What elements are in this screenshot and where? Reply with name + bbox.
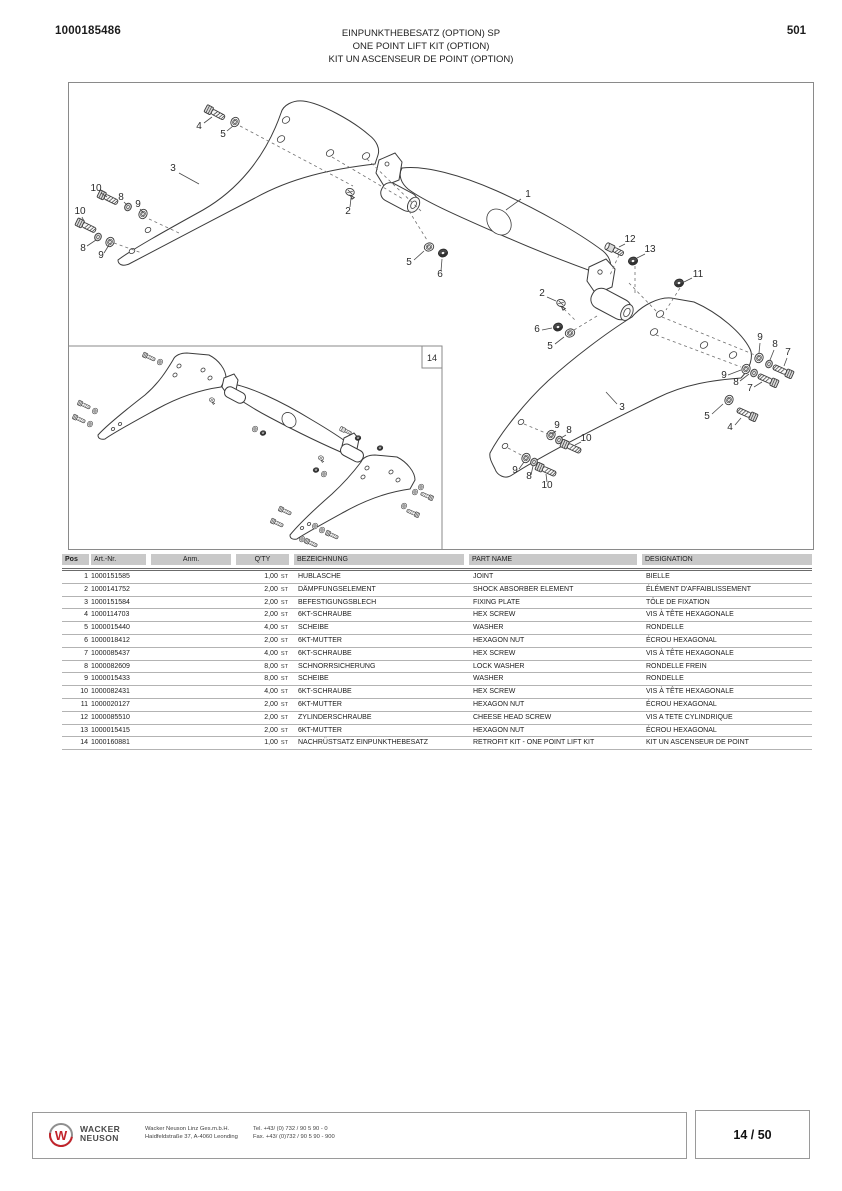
svg-text:5: 5: [406, 257, 412, 268]
table-row: [62, 686, 812, 699]
part-callout: [619, 234, 636, 247]
cell-unit: ST: [280, 574, 288, 580]
cell-designation: RONDELLE FREIN: [642, 660, 812, 673]
part-callout: [727, 418, 741, 433]
part-callout: [220, 126, 233, 140]
inset-panel: [69, 346, 442, 549]
part-callout: [526, 466, 533, 482]
cell-art-nr: 1000018412: [91, 634, 151, 647]
table-row: [62, 622, 812, 635]
part-callout: [757, 332, 763, 353]
inset-label: 14: [426, 353, 438, 363]
cell-bezeichnung: 6KT-SCHRAUBE: [294, 609, 469, 622]
col-header-des: DESIGNATION: [642, 554, 812, 565]
cell-unit: ST: [280, 740, 288, 747]
cell-art-nr: 1000082431: [91, 686, 151, 699]
svg-text:9: 9: [757, 332, 763, 343]
svg-text:6: 6: [437, 269, 443, 280]
cell-part-name: WASHER: [469, 622, 642, 635]
cell-unit: ST: [280, 689, 288, 696]
cell-part-name: JOINT: [469, 570, 642, 584]
cell-anm: [151, 622, 236, 635]
page-indicator: 14 / 50: [733, 1127, 772, 1142]
cell-pos: 3: [62, 596, 91, 609]
part-callout: [345, 198, 351, 217]
table-row: [62, 596, 812, 609]
cell-qty: 8,00 ST: [236, 673, 294, 686]
cell-art-nr: 1000151585: [91, 570, 151, 584]
cell-pos: 4: [62, 609, 91, 622]
cell-part-name: CHEESE HEAD SCREW: [469, 711, 642, 724]
cell-designation: KIT UN ASCENSEUR DE POINT: [642, 737, 812, 750]
cell-anm: [151, 647, 236, 660]
cell-bezeichnung: SCHNORRSICHERUNG: [294, 660, 469, 673]
part-callout: [541, 474, 553, 491]
cell-qty: 4,00 ST: [236, 622, 294, 635]
svg-text:7: 7: [747, 383, 753, 394]
cell-bezeichnung: SCHEIBE: [294, 622, 469, 635]
document-number: 1000185486: [55, 25, 121, 37]
cell-pos: 1: [62, 570, 91, 584]
svg-text:3: 3: [619, 402, 625, 413]
cell-pos: 7: [62, 647, 91, 660]
svg-text:10: 10: [541, 480, 553, 491]
cell-part-name: HEXAGON NUT: [469, 724, 642, 737]
svg-text:5: 5: [704, 411, 710, 422]
svg-text:2: 2: [345, 206, 351, 217]
cell-designation: BIELLE: [642, 570, 812, 584]
cell-part-name: RETROFIT KIT - ONE POINT LIFT KIT: [469, 737, 642, 750]
svg-text:11: 11: [692, 269, 704, 280]
cell-pos: 6: [62, 634, 91, 647]
table-row: [62, 724, 812, 737]
part-callout: [80, 240, 96, 254]
svg-text:8: 8: [772, 339, 778, 350]
svg-text:12: 12: [624, 234, 636, 245]
joint-bar: [376, 153, 637, 324]
cell-designation: VIS À TÊTE HEXAGONALE: [642, 686, 812, 699]
cell-pos: 10: [62, 686, 91, 699]
cell-anm: [151, 698, 236, 711]
cell-anm: [151, 660, 236, 673]
cell-part-name: HEXAGON NUT: [469, 698, 642, 711]
cell-bezeichnung: 6KT-MUTTER: [294, 698, 469, 711]
inset-right-plate: [290, 455, 415, 539]
col-header-qty: Q'TY: [236, 554, 289, 565]
cell-anm: [151, 711, 236, 724]
cell-part-name: HEX SCREW: [469, 609, 642, 622]
cell-qty: 2,00 ST: [236, 634, 294, 647]
cell-part-name: HEXAGON NUT: [469, 634, 642, 647]
cell-designation: TÔLE DE FIXATION: [642, 596, 812, 609]
cell-pos: 12: [62, 711, 91, 724]
part-callout: [684, 269, 704, 282]
svg-text:8: 8: [118, 192, 124, 203]
company-contact: [253, 1126, 335, 1141]
cell-unit: ST: [280, 676, 288, 683]
cell-pos: 13: [62, 724, 91, 737]
cell-pos: 8: [62, 660, 91, 673]
fasteners: [75, 105, 794, 478]
cell-designation: RONDELLE: [642, 673, 812, 686]
cell-anm: [151, 583, 236, 596]
cell-qty: 8,00 ST: [236, 660, 294, 673]
cell-designation: RONDELLE: [642, 622, 812, 635]
svg-text:10: 10: [74, 206, 86, 217]
cell-unit: ST: [280, 663, 288, 670]
title-english: ONE POINT LIFT KIT (OPTION): [352, 41, 490, 52]
cell-unit: ST: [280, 625, 288, 632]
part-callout: [406, 251, 424, 268]
cell-art-nr: 1000020127: [91, 698, 151, 711]
table-row: [62, 583, 812, 596]
company-street: Haidfeldstraße 37, A-4060 Leonding: [145, 1133, 238, 1140]
svg-text:8: 8: [526, 471, 532, 482]
cell-designation: VIS À TÊTE HEXAGONALE: [642, 609, 812, 622]
svg-text:3: 3: [170, 163, 176, 174]
section-code: 501: [786, 25, 806, 37]
table-row: [62, 647, 812, 660]
cell-art-nr: 1000085510: [91, 711, 151, 724]
svg-text:4: 4: [727, 422, 733, 433]
title-french: KIT UN ASCENSEUR DE POINT (OPTION): [328, 54, 514, 65]
cell-designation: ÉCROU HEXAGONAL: [642, 634, 812, 647]
cell-art-nr: 1000015433: [91, 673, 151, 686]
svg-text:4: 4: [196, 121, 202, 132]
cell-designation: VIS A TETE CYLINDRIQUE: [642, 711, 812, 724]
col-header-part: PART NAME: [469, 554, 637, 565]
cell-qty: 2,00 ST: [236, 698, 294, 711]
cell-anm: [151, 686, 236, 699]
cell-bezeichnung: 6KT-MUTTER: [294, 724, 469, 737]
cell-unit: ST: [280, 612, 288, 619]
table-row: [62, 673, 812, 686]
right-fixing-plate: [490, 298, 752, 477]
cell-unit: ST: [280, 650, 288, 657]
cell-part-name: SHOCK ABSORBER ELEMENT: [469, 583, 642, 596]
part-callout: [98, 245, 109, 261]
brand-wordmark: WACKER NEUSON: [80, 1124, 121, 1143]
table-row: [62, 570, 812, 584]
cell-designation: ÉCROU HEXAGONAL: [642, 698, 812, 711]
cell-designation: VIS À TÊTE HEXAGONALE: [642, 647, 812, 660]
company-name: Wacker Neuson Linz Ges.m.b.H.: [145, 1126, 230, 1132]
cell-unit: ST: [280, 701, 288, 708]
cell-anm: [151, 609, 236, 622]
part-callout: [534, 324, 552, 335]
cell-anm: [151, 673, 236, 686]
svg-text:9: 9: [721, 370, 727, 381]
company-fax: Fax. +43/ (0)732 / 90 5 90 - 900: [253, 1133, 335, 1140]
cell-pos: 9: [62, 673, 91, 686]
svg-text:9: 9: [135, 199, 141, 210]
part-callout: [539, 288, 556, 301]
exploded-diagram-panel: [68, 82, 814, 550]
exploded-diagram: [69, 83, 813, 549]
page-indicator-box: [695, 1110, 810, 1159]
wacker-neuson-logo-icon: W: [49, 1123, 73, 1147]
col-header-bez: BEZEICHNUNG: [294, 554, 464, 565]
cell-anm: [151, 737, 236, 750]
cell-art-nr: 1000160881: [91, 737, 151, 750]
cell-art-nr: 1000151584: [91, 596, 151, 609]
part-callout: [170, 163, 199, 184]
cell-anm: [151, 570, 236, 584]
svg-text:5: 5: [220, 129, 226, 140]
cell-part-name: HEX SCREW: [469, 686, 642, 699]
cell-unit: ST: [280, 599, 288, 606]
inset-fasteners: [72, 352, 434, 548]
title-german: EINPUNKTHEBESATZ (OPTION) SP: [341, 28, 501, 39]
cell-art-nr: 1000015440: [91, 622, 151, 635]
table-row: [62, 737, 812, 750]
page-title: [0, 27, 842, 66]
cell-pos: 11: [62, 698, 91, 711]
cell-unit: ST: [280, 714, 288, 721]
part-callout: [437, 259, 443, 280]
cell-qty: 2,00 ST: [236, 711, 294, 724]
cell-part-name: FIXING PLATE: [469, 596, 642, 609]
svg-text:8: 8: [80, 243, 86, 254]
table-row: [62, 609, 812, 622]
cell-art-nr: 1000114703: [91, 609, 151, 622]
cell-bezeichnung: HUBLASCHE: [294, 570, 469, 584]
table-row: [62, 634, 812, 647]
cell-qty: 2,00 ST: [236, 724, 294, 737]
cell-bezeichnung: 6KT-SCHRAUBE: [294, 686, 469, 699]
footer: [32, 1112, 687, 1159]
cell-designation: ÉLÉMENT D'AFFAIBLISSEMENT: [642, 583, 812, 596]
part-callout: [704, 404, 723, 422]
cell-part-name: WASHER: [469, 673, 642, 686]
table-header-row: [62, 554, 812, 570]
cell-unit: ST: [280, 727, 288, 734]
svg-text:2: 2: [539, 288, 545, 299]
cell-pos: 14: [62, 737, 91, 750]
svg-text:8: 8: [566, 425, 572, 436]
svg-text:8: 8: [733, 377, 739, 388]
svg-text:5: 5: [547, 341, 553, 352]
cell-bezeichnung: 6KT-MUTTER: [294, 634, 469, 647]
cell-qty: 4,00 ST: [236, 647, 294, 660]
cell-bezeichnung: ZYLINDERSCHRAUBE: [294, 711, 469, 724]
table-row: [62, 698, 812, 711]
cell-art-nr: 1000015415: [91, 724, 151, 737]
cell-pos: 2: [62, 583, 91, 596]
cell-part-name: HEX SCREW: [469, 647, 642, 660]
cell-art-nr: 1000082609: [91, 660, 151, 673]
cell-bezeichnung: 6KT-SCHRAUBE: [294, 647, 469, 660]
part-callout: [784, 347, 791, 366]
col-header-art: Art.-Nr.: [91, 554, 146, 565]
cell-designation: ÉCROU HEXAGONAL: [642, 724, 812, 737]
table-row: [62, 711, 812, 724]
svg-text:6: 6: [534, 324, 540, 335]
part-callout: [770, 339, 778, 360]
left-fixing-plate: [118, 101, 379, 265]
cell-art-nr: 1000085437: [91, 647, 151, 660]
svg-text:10: 10: [580, 433, 592, 444]
cell-bezeichnung: DÄMPFUNGSELEMENT: [294, 583, 469, 596]
cell-bezeichnung: NACHRÜSTSATZ EINPUNKTHEBESATZ: [294, 737, 469, 750]
cell-bezeichnung: BEFESTIGUNGSBLECH: [294, 596, 469, 609]
cell-qty: 1,00 ST: [236, 737, 294, 750]
inset-left-plate: [98, 353, 226, 439]
cell-qty: 1,00 ST: [236, 570, 294, 584]
cell-unit: ST: [280, 637, 288, 644]
part-callout: [196, 117, 212, 132]
cell-bezeichnung: SCHEIBE: [294, 673, 469, 686]
svg-text:13: 13: [644, 244, 656, 255]
cell-qty: 2,00 ST: [236, 583, 294, 596]
svg-text:9: 9: [512, 465, 518, 476]
svg-text:1: 1: [525, 189, 531, 200]
cell-art-nr: 1000141752: [91, 583, 151, 596]
inset-joint-bar: [222, 374, 365, 464]
part-callout: [637, 244, 656, 258]
cell-anm: [151, 634, 236, 647]
svg-text:7: 7: [785, 347, 791, 358]
cell-unit: ST: [280, 586, 288, 593]
company-address: [145, 1126, 238, 1141]
company-tel: Tel. +43/ (0) 732 / 90 5 90 - 0: [253, 1126, 328, 1132]
part-callout: [747, 382, 762, 394]
table-row: [62, 660, 812, 673]
col-header-anm: Anm.: [151, 554, 231, 565]
part-callout: [547, 337, 564, 352]
svg-text:9: 9: [554, 420, 560, 431]
parts-table: [62, 554, 812, 750]
cell-pos: 5: [62, 622, 91, 635]
cell-anm: [151, 724, 236, 737]
cell-part-name: LOCK WASHER: [469, 660, 642, 673]
col-header-pos: Pos: [62, 554, 89, 565]
svg-text:9: 9: [98, 250, 104, 261]
cell-qty: 2,00 ST: [236, 609, 294, 622]
cell-qty: 2,00 ST: [236, 596, 294, 609]
part-callout: [118, 192, 127, 205]
left-clevis: [376, 153, 402, 186]
cell-qty: 4,00 ST: [236, 686, 294, 699]
svg-text:10: 10: [90, 183, 102, 194]
cell-anm: [151, 596, 236, 609]
